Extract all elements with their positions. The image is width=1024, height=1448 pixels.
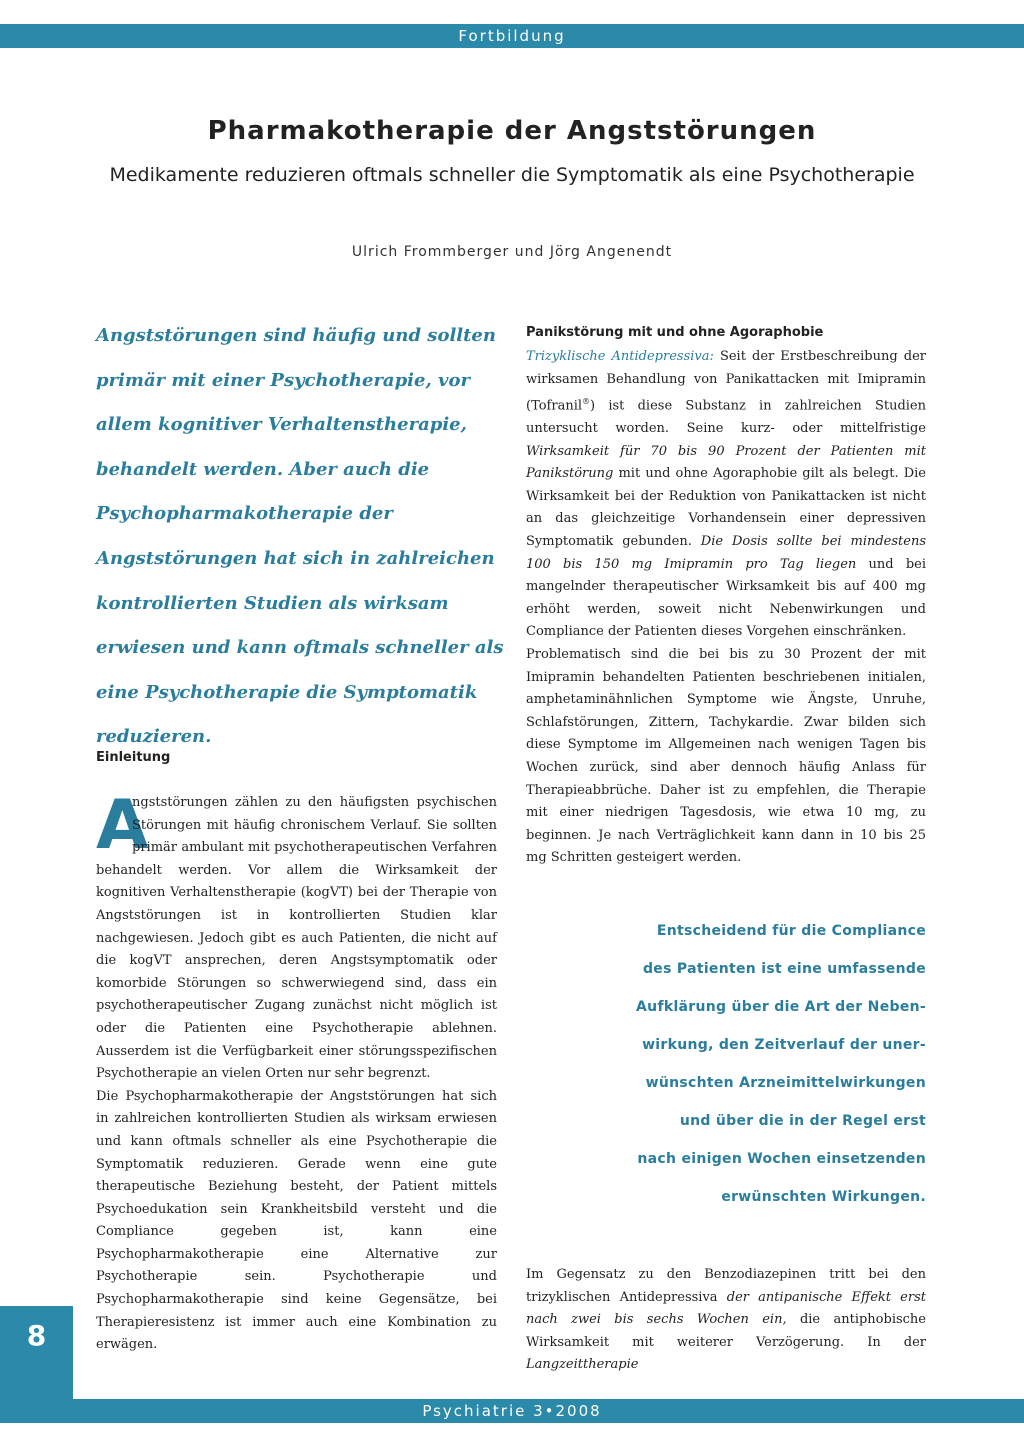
- article-authors: Ulrich Frommberger und Jörg Angenendt: [351, 244, 673, 260]
- pull-quote-line: des Patienten ist eine umfassende: [642, 961, 926, 977]
- section-header-bar: [0, 24, 1024, 48]
- drop-cap: A: [96, 786, 149, 865]
- pull-quote: [540, 912, 926, 1216]
- journal-label: Psychiatrie 3•2008: [422, 1402, 602, 1420]
- panik-paragraph-1: [526, 346, 926, 644]
- continuation-body: [526, 1264, 926, 1377]
- term-trizyklische: Trizyklische Antidepressiva:: [526, 349, 714, 364]
- panik-body: [526, 346, 926, 870]
- continuation-italic-2: Langzeittherapie: [526, 1357, 639, 1373]
- pull-quote-line: Aufklärung über die Art der Neben-: [636, 999, 926, 1015]
- einleitung-p1-text: ngststörungen zählen zu den häufigsten psychischen Störungen mit häufig chronischem Verlauf. Sie sollten primär ambulant mit psychotherapeutischen Verfahren behandelt werden. Vor allem die Wirksamkeit der kognitiven Verhaltenstherapie (kogVT) bei der Therapie von Angststörungen ist in kontrollierten Studien klar nachgewiesen. Jedoch gibt es auch Patienten, die nicht auf die kogVT ansprechen, deren Angstsymptomatik oder komorbide Störungen so schwerwiegend sind, dass ein psychotherapeutischer Zugang zunächst nicht möglich ist oder die Patienten eine Psychotherapie ablehnen. Ausserdem ist die Verfügbarkeit einer störungsspezifischen Psychotherapie an vielen Orten nur sehr begrenzt.: [96, 795, 497, 1082]
- panik-italic-1: Wirksamkeit für 70 bis 90 Prozent der Patienten mit Panikstörung: [526, 443, 926, 482]
- einleitung-body: [96, 786, 497, 1357]
- heading-einleitung: Einleitung: [96, 750, 171, 765]
- pull-quote-line: erwünschten Wirkungen.: [721, 1189, 926, 1205]
- continuation-text-2: die antiphobische Wirksamkeit mit weiterer Verzögerung. In der: [526, 1312, 926, 1350]
- panik-italic-2: Die Dosis sollte bei mindestens 100 bis 150 mg Imipramin pro Tag liegen: [526, 534, 926, 572]
- pull-quote-line: wirkung, den Zeitverlauf der uner-: [642, 1037, 926, 1053]
- continuation-text-1: Im Gegensatz zu den Benzodiazepinen tritt bei den trizyklischen Antidepressiva: [526, 1267, 926, 1305]
- footer-bar: [0, 1399, 1024, 1423]
- heading-panikstoerung: Panikstörung mit und ohne Agoraphobie: [526, 325, 824, 340]
- registered-mark: ®: [582, 397, 591, 407]
- article-title: Pharmakotherapie der Angststörungen: [207, 116, 817, 146]
- einleitung-paragraph-1: [96, 786, 497, 1086]
- pull-quote-line: und über die in der Regel erst: [679, 1113, 926, 1129]
- pull-quote-line: nach einigen Wochen einsetzenden: [637, 1151, 926, 1167]
- page-number: 8: [26, 1319, 47, 1352]
- section-label: Fortbildung: [458, 27, 566, 45]
- einleitung-paragraph-2: Die Psychopharmakotherapie der Angststörungen hat sich in zahlreichen kontrollierten Studien als wirksam erwiesen und kann oftmals schneller als eine Psychotherapie die Symptomatik reduzieren. Gerade wenn eine gute therapeutische Beziehung besteht, der Patient mittels Psychoedukation sein Krankheitsbild versteht und die Compliance gegeben ist, kann eine Psychopharmakotherapie eine Alternative zur Psychotherapie sein. Psychotherapie und Psychopharmakotherapie sind keine Gegensätze, bei Therapieresistenz ist immer auch eine Kombination zu erwägen.: [96, 1088, 497, 1353]
- pull-quote-line: Entscheidend für die Compliance: [656, 923, 926, 939]
- panik-text-2: ) ist diese Substanz in zahlreichen Studien untersucht worden. Seine kurz- oder mittelfristige: [526, 398, 926, 437]
- continuation-italic-1: der antipanische Effekt erst nach zwei bis sechs Wochen ein,: [526, 1289, 926, 1328]
- panik-text-1: Seit der Erstbeschreibung der wirksamen Behandlung von Panikattacken mit Imipramin (Tofranil: [526, 349, 926, 414]
- panik-paragraph-2: Problematisch sind die bei bis zu 30 Prozent der mit Imipramin behandelten Patienten beschriebenen initialen, amphetaminähnlichen Symptome wie Ängste, Unruhe, Schlafstörungen, Zittern, Tachykardie. Zwar bilden sich diese Symptome im Allgemeinen nach wenigen Tagen bis Wochen zurück, sind aber dennoch häufig Anlass für Therapieabbrüche. Daher ist zu empfehlen, die Therapie mit einer niedrigen Tagesdosis, wie etwa 10 mg, zu beginnen. Je nach Verträglichkeit kann dann in 10 bis 25 mg Schritten gesteigert werden.: [526, 647, 926, 866]
- panik-text-4: und bei mangelnder therapeutischer Wirksamkeit bis auf 400 mg erhöht werden, soweit nicht Nebenwirkungen und Compliance der Patienten dieses Vorgehen einschränken.: [526, 556, 926, 640]
- lead-paragraph: Angststörungen sind häufig und sollten primär mit einer Psychotherapie, vor allem kognitiver Verhaltenstherapie, behandelt werden. Aber auch die Psychopharmakotherapie der Angststörungen hat sich in zahlreichen kontrollierten Studien als wirksam erwiesen und kann oftmals schneller als eine Psychotherapie die Symptomatik reduzieren.: [96, 325, 504, 748]
- article-subtitle: Medikamente reduzieren oftmals schneller die Symptomatik als eine Psychotherapie: [109, 164, 915, 186]
- continuation-paragraph: [526, 1264, 926, 1377]
- panik-text-3: mit und ohne Agoraphobie gilt als belegt. Die Wirksamkeit bei der Reduktion von Panikattacken ist nicht an das gleichzeitige Vorhandensein einer depressiven Symptomatik gebunden.: [526, 466, 926, 550]
- pull-quote-line: wünschten Arzneimittelwirkungen: [645, 1075, 926, 1091]
